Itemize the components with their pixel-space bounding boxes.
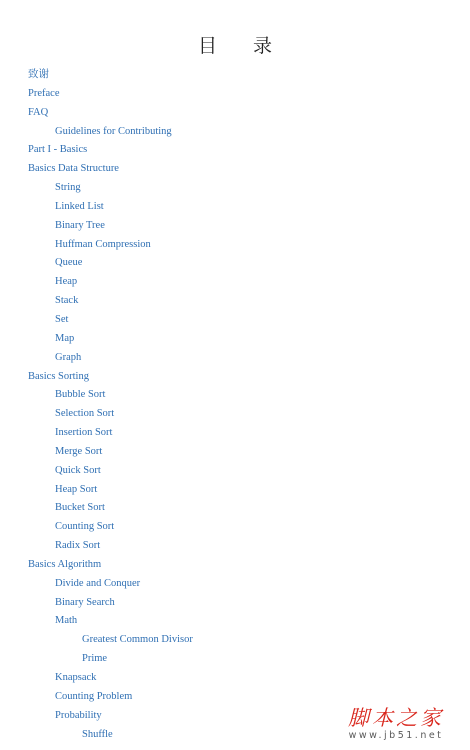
toc-link[interactable]: Bucket Sort [55, 502, 105, 514]
toc-link[interactable]: Linked List [55, 200, 104, 212]
toc-link[interactable]: Counting Problem [55, 690, 133, 702]
toc-link[interactable]: FAQ [28, 106, 49, 118]
toc-link[interactable]: Binary Search [55, 596, 115, 608]
toc-link[interactable]: Set [55, 313, 69, 325]
toc-link[interactable]: Math [55, 615, 78, 627]
toc-link[interactable]: Basics Algorithm [28, 558, 102, 570]
toc-link[interactable]: Shuffle [82, 728, 113, 740]
toc-link[interactable]: Selection Sort [55, 408, 115, 420]
toc-link[interactable]: Counting Sort [55, 521, 115, 533]
toc-link[interactable]: Probability [55, 709, 102, 721]
toc-link[interactable]: Greatest Common Divisor [82, 634, 193, 646]
toc-link[interactable]: Knapsack [55, 672, 97, 683]
toc-link[interactable]: Divide and Conquer [55, 577, 141, 589]
toc-link[interactable]: Guidelines for Contributing [55, 125, 172, 137]
toc-link[interactable]: Map [55, 332, 75, 344]
toc-link[interactable]: Radix Sort [55, 540, 101, 552]
toc-link[interactable]: Binary Tree [55, 219, 105, 231]
toc-link[interactable]: Insertion Sort [55, 427, 113, 439]
watermark-url: www.jb51.net [348, 730, 444, 741]
toc-link[interactable]: Heap Sort [55, 483, 98, 495]
toc-link[interactable]: Heap [55, 276, 78, 288]
page-title: 目 录 [197, 35, 288, 57]
toc-link[interactable]: Part I - Basics [28, 144, 88, 156]
toc-link[interactable]: Queue [55, 257, 83, 269]
toc-link[interactable]: Stack [55, 295, 79, 307]
toc-link[interactable]: Bubble Sort [55, 389, 106, 401]
toc-link[interactable]: Merge Sort [55, 445, 103, 457]
toc-link[interactable]: String [55, 182, 81, 194]
toc-link[interactable]: Prime [82, 653, 108, 665]
table-of-contents [0, 66, 470, 744]
site-watermark [336, 706, 456, 742]
toc-link[interactable]: Huffman Compression [55, 238, 151, 250]
toc-link[interactable]: 致谢 [28, 69, 49, 80]
toc-link[interactable]: Preface [28, 87, 60, 99]
toc-link[interactable]: Basics Sorting [28, 370, 89, 382]
toc-link[interactable]: Graph [55, 351, 82, 363]
toc-link[interactable]: Basics Data Structure [28, 163, 119, 175]
toc-link[interactable]: Quick Sort [55, 464, 101, 476]
watermark-logo-text: 脚本之家 [348, 706, 444, 730]
